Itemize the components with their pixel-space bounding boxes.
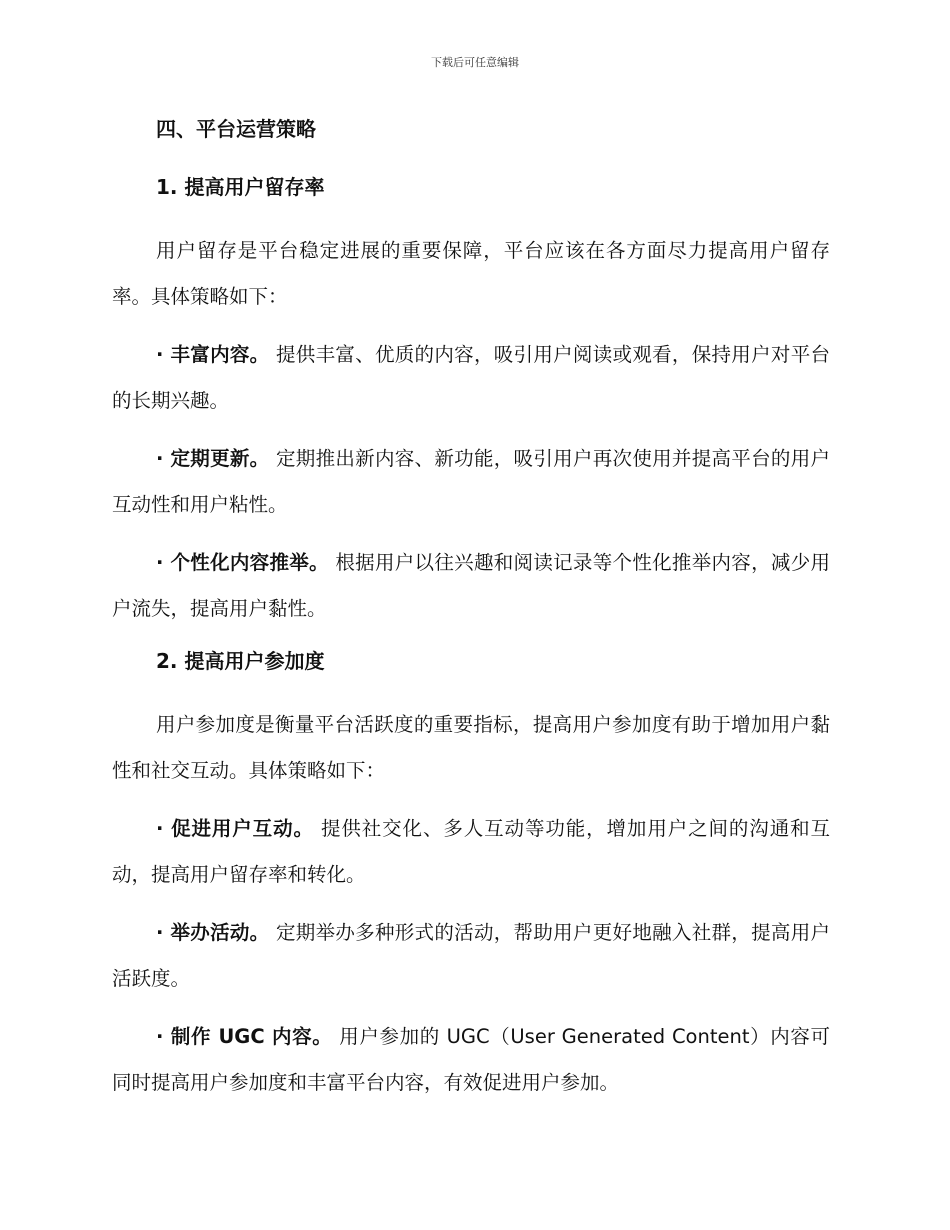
bullet-title: · 个性化内容推举。 — [156, 551, 329, 574]
bullet-title: · 促进用户互动。 — [156, 817, 314, 840]
paragraph: 用户留存是平台稳定进展的重要保障，平台应该在各方面尽力提高用户留存率。具体策略如下： — [112, 239, 830, 308]
page-header: 下载后可任意编辑 — [431, 56, 519, 69]
bullet-item — [112, 436, 830, 528]
bullet-text: 根据用户以往兴趣和阅读记录等个性化推举内容，减少用户流失，提高用户黏性。 — [112, 551, 830, 620]
bullet-item — [112, 1014, 830, 1106]
bullet-title: · 举办活动。 — [156, 921, 270, 944]
document-body — [112, 112, 830, 1118]
subsection-heading: 2. 提高用户参加度 — [156, 649, 325, 673]
bullet-title: · 定期更新。 — [156, 447, 270, 470]
section-heading: 四、平台运营策略 — [156, 117, 316, 141]
bullet-item — [112, 806, 830, 898]
bullet-text: 用户参加的 UGC（User Generated Content）内容可同时提高用户参加度和丰富平台内容，有效促进用户参加。 — [112, 1025, 830, 1094]
bullet-text: 定期推出新内容、新功能，吸引用户再次使用并提高平台的用户互动性和用户粘性。 — [112, 447, 830, 516]
bullet-title: · 制作 UGC 内容。 — [156, 1025, 333, 1048]
bullet-item — [112, 910, 830, 1002]
bullet-item — [112, 332, 830, 424]
bullet-text: 提供社交化、多人互动等功能，增加用户之间的沟通和互动，提高用户留存率和转化。 — [112, 817, 830, 886]
bullet-text: 定期举办多种形式的活动，帮助用户更好地融入社群，提高用户活跃度。 — [112, 921, 830, 990]
bullet-text: 提供丰富、优质的内容，吸引用户阅读或观看，保持用户对平台的长期兴趣。 — [112, 343, 830, 412]
bullet-item — [112, 540, 830, 632]
subsection-heading: 1. 提高用户留存率 — [156, 175, 325, 199]
bullet-title: · 丰富内容。 — [156, 343, 270, 366]
paragraph: 用户参加度是衡量平台活跃度的重要指标，提高用户参加度有助于增加用户黏性和社交互动。具体策略如下： — [112, 713, 830, 782]
